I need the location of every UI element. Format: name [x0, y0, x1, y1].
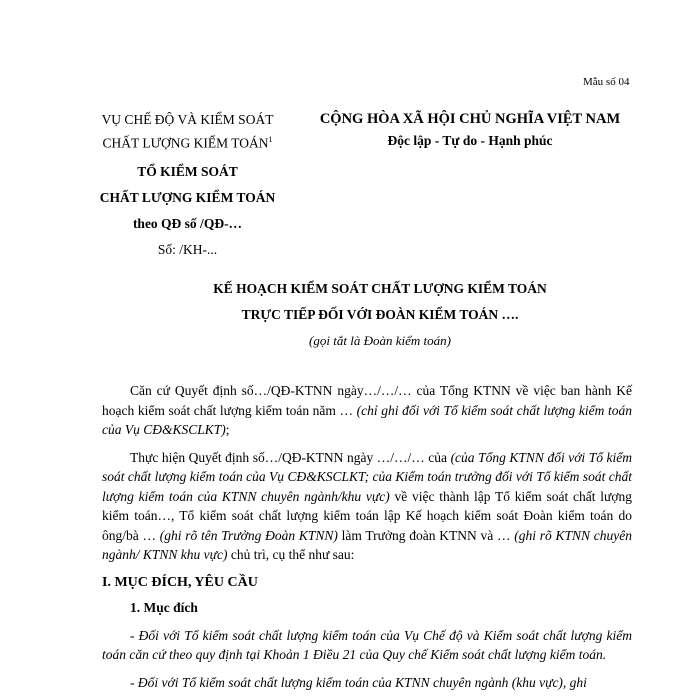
paragraph-implementation: Thực hiện Quyết định số…/QĐ-KTNN ngày …/…/… của (của Tổng KTNN đối với Tổ kiểm soát chất lượng kiểm toán của Vụ CĐ&KSCLKT; của Kiểm toán trưởng đối với Tổ kiểm soát chất lượng kiểm toán của KTNN chuyên ngành/khu vực) về việc thành lập Tổ kiểm soát chất lượng kiểm toán…, Tổ kiểm soát chất lượng kiểm toán lập Kế hoạch kiểm soát Đoàn kiểm toán do ông/bà … (ghi rõ tên Trưởng Đoàn KTNN) làm Trưởng đoàn KTNN và … (ghi rõ KTNN chuyên ngành/ KTNN khu vực) chủ trì, cụ thể như sau:: [102, 449, 633, 562]
decision-ref: theo QĐ số /QĐ-…: [132, 215, 243, 231]
subsection-heading-purpose: 1. Mục đích: [130, 600, 198, 615]
agency-line-2: CHẤT LƯỢNG KIỂM TOÁN$^1$: [102, 135, 273, 151]
agency-line-1: VỤ CHẾ ĐỘ VÀ KIỂM SOÁT: [101, 112, 274, 127]
document-title-note: (gọi tắt là Đoàn kiểm toán): [309, 333, 451, 348]
document-title-line-2: TRỰC TIẾP ĐỐI VỚI ĐOÀN KIỂM TOÁN ….: [241, 307, 519, 322]
section-heading-purpose: I. MỤC ĐÍCH, YÊU CẦU: [102, 574, 258, 590]
footnote-mark: 1: [268, 135, 273, 144]
team-line-1: TỔ KIỂM SOÁT: [137, 163, 238, 179]
purpose-item-1: - Đối với Tổ kiểm soát chất lượng kiểm toán của Vụ Chế độ và Kiểm soát chất lượng kiểm toán căn cứ theo quy định tại Khoản 1 Điều 21 của Quy chế Kiểm soát chất lượng kiểm toán.: [102, 627, 632, 662]
document-number: Số: /KH-...: [157, 241, 218, 257]
document-title-line-1: KẾ HOẠCH KIỂM SOÁT CHẤT LƯỢNG KIỂM TOÁN: [213, 281, 547, 296]
purpose-item-2: - Đối với Tổ kiểm soát chất lượng kiểm toán của KTNN chuyên ngành (khu vực), ghi: [130, 674, 587, 690]
national-motto: Độc lập - Tự do - Hạnh phúc: [387, 133, 553, 148]
team-line-2: CHẤT LƯỢNG KIỂM TOÁN: [99, 189, 276, 205]
issuing-agency-block: [80, 110, 295, 260]
document-body: [102, 381, 632, 700]
nation-name: CỘNG HÒA XÃ HỘI CHỦ NGHĨA VIỆT NAM: [319, 111, 621, 127]
paragraph-legal-basis: Căn cứ Quyết định số…/QĐ-KTNN ngày…/…/… của Tổng KTNN về việc ban hành Kế hoạch kiểm soát chất lượng kiểm toán năm … (chỉ ghi đối với Tổ kiểm soát chất lượng kiểm toán của Vụ CĐ&KSCLKT);: [102, 383, 632, 437]
form-number: Mẫu số 04: [583, 76, 630, 88]
national-header: [300, 108, 640, 152]
